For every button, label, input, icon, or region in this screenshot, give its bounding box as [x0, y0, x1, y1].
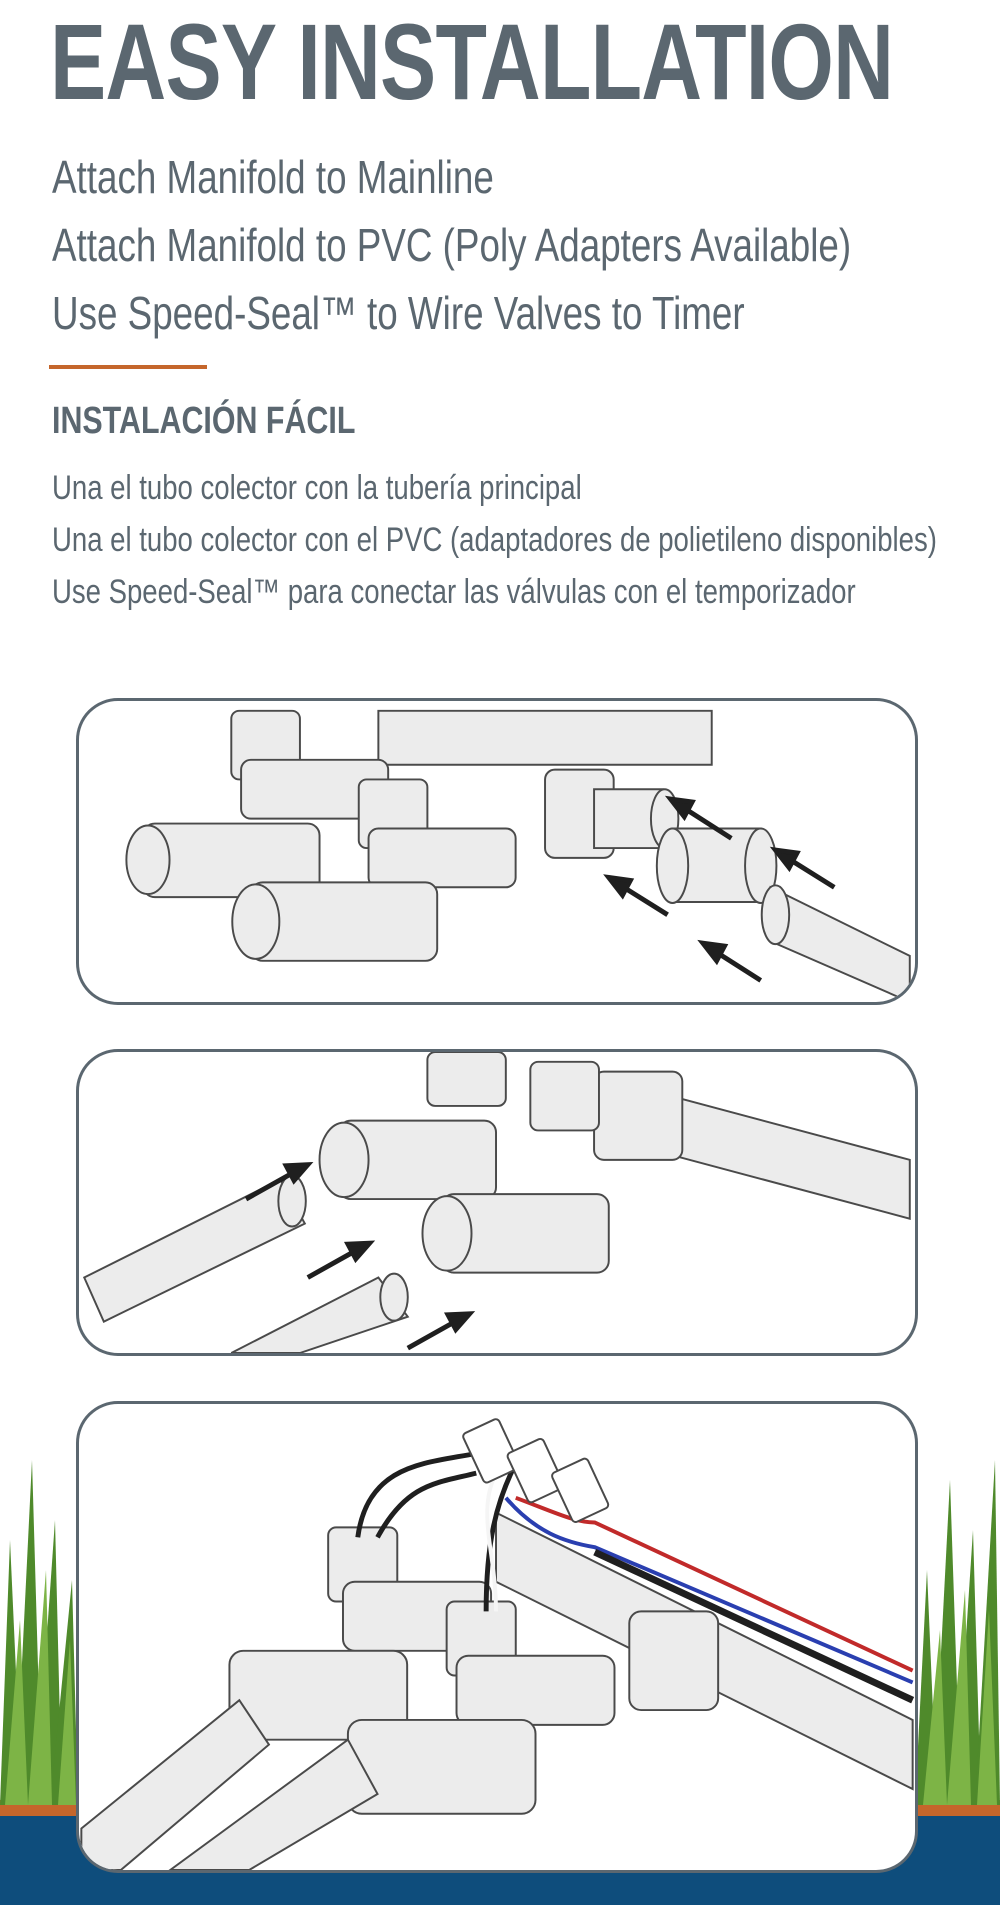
- english-step-3: Use Speed-Seal™ to Wire Valves to Timer: [52, 287, 745, 339]
- orange-divider: [49, 365, 207, 369]
- spanish-steps-list: [52, 462, 1000, 618]
- spanish-step-2: Una el tubo colector con el PVC (adaptadores de polietileno disponibles): [52, 521, 937, 559]
- manifold-pvc-drawing: [79, 1052, 915, 1353]
- manifold-mainline-drawing: [79, 701, 915, 1002]
- spanish-step-3: Use Speed-Seal™ para conectar las válvulas con el temporizador: [52, 573, 856, 611]
- english-step-1: Attach Manifold to Mainline: [52, 151, 494, 203]
- mainline-attachment-illustration: [76, 698, 918, 1005]
- grass-decoration-left: [0, 1420, 78, 1805]
- english-step-2: Attach Manifold to PVC (Poly Adapters Available): [52, 219, 852, 271]
- pvc-attachment-illustration: [76, 1049, 918, 1356]
- wiring-illustration: [76, 1401, 918, 1873]
- spanish-step-1: Una el tubo colector con la tubería principal: [52, 469, 582, 507]
- grass-decoration-right: [915, 1420, 1000, 1805]
- english-steps-list: [52, 143, 1000, 347]
- spanish-title: INSTALACIÓN FÁCIL: [52, 400, 356, 442]
- speed-seal-wiring-drawing: [79, 1404, 915, 1870]
- page-title: EASY INSTALLATION: [50, 1, 894, 122]
